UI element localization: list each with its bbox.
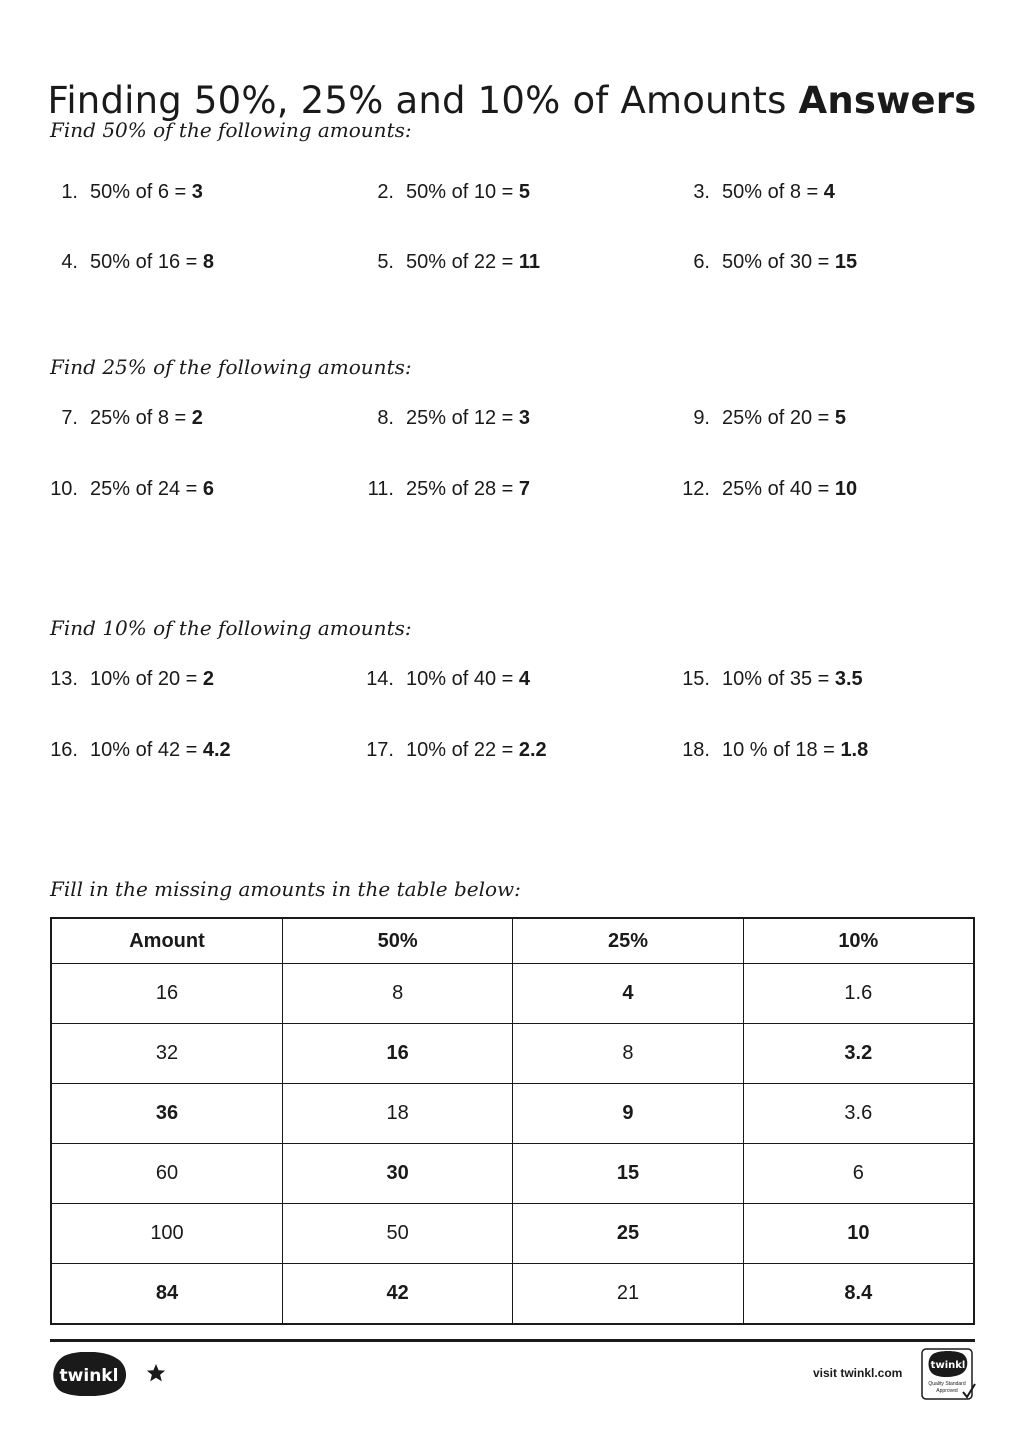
table-row (51, 1264, 974, 1325)
table-cell: 3.6 (743, 1084, 974, 1144)
answer-14: 4 (518, 668, 530, 690)
table-cell: 8.4 (743, 1264, 974, 1325)
table-instruction: Fill in the missing amounts in the table below: (50, 877, 521, 901)
question-3: 3. 50% of 8 = 4 (693, 181, 835, 203)
section-25-instruction: Find 25% of the following amounts: (50, 355, 412, 379)
section-50-instruction: Find 50% of the following amounts: (50, 118, 412, 142)
header-10: 10% (743, 918, 974, 964)
answer-12: 10 (834, 478, 858, 500)
table-cell: 16 (283, 1024, 513, 1084)
table-cell: 100 (51, 1204, 283, 1264)
answer-1: 3 (191, 181, 203, 203)
question-2: 2. 50% of 10 = 5 (377, 181, 530, 203)
question-6: 6. 50% of 30 = 15 (693, 251, 858, 273)
question-11: 11. 25% of 28 = 7 (367, 478, 530, 500)
table-cell: 15 (513, 1144, 743, 1204)
question-1: 1. 50% of 6 = 3 (61, 181, 203, 203)
question-13: 13. 10% of 20 = 2 (50, 668, 214, 690)
table-cell: 42 (283, 1264, 513, 1325)
answer-13: 2 (202, 668, 214, 690)
answer-6: 15 (834, 251, 858, 273)
answer-3: 4 (823, 181, 835, 203)
title-answers: Answers (798, 78, 977, 122)
question-15: 15. 10% of 35 = 3.5 (682, 668, 863, 690)
question-9: 9. 25% of 20 = 5 (693, 407, 846, 429)
answer-16: 4.2 (202, 739, 231, 761)
question-4: 4. 50% of 16 = 8 (61, 251, 214, 273)
question-18: 18. 10 % of 18 = 1.8 (682, 739, 869, 761)
table-cell: 4 (513, 964, 743, 1024)
table-cell: 9 (513, 1084, 743, 1144)
section-10-instruction: Find 10% of the following amounts: (50, 616, 412, 640)
question-16: 16. 10% of 42 = 4.2 (50, 739, 231, 761)
table-cell: 18 (283, 1084, 513, 1144)
question-10: 10. 25% of 24 = 6 (50, 478, 214, 500)
table-cell: 30 (283, 1144, 513, 1204)
table-cell: 10 (743, 1204, 974, 1264)
table-cell: 60 (51, 1144, 283, 1204)
table-cell: 21 (513, 1264, 743, 1325)
answer-4: 8 (202, 251, 214, 273)
answer-2: 5 (518, 181, 530, 203)
table-cell: 50 (283, 1204, 513, 1264)
table-row (51, 964, 974, 1024)
twinkl-logo (50, 1352, 128, 1396)
answer-8: 3 (518, 407, 530, 429)
answer-9: 5 (834, 407, 846, 429)
table-cell: 36 (51, 1084, 283, 1144)
answer-18: 1.8 (840, 739, 869, 761)
visit-link[interactable]: visit twinkl.com (813, 1366, 903, 1380)
svg-text:twinkl: twinkl (59, 1366, 119, 1386)
header-25: 25% (513, 918, 743, 964)
title-main: Finding 50%, 25% and 10% of Amounts (47, 78, 787, 122)
table-cell: 8 (283, 964, 513, 1024)
table-cell: 25 (513, 1204, 743, 1264)
svg-text:Quality Standard: Quality Standard (928, 1381, 966, 1387)
question-8: 8. 25% of 12 = 3 (377, 407, 530, 429)
answers-table (50, 917, 975, 1325)
table-cell: 16 (51, 964, 283, 1024)
table-cell: 32 (51, 1024, 283, 1084)
table-cell: 6 (743, 1144, 974, 1204)
table-row (51, 1084, 974, 1144)
answer-15: 3.5 (834, 668, 863, 690)
page-title (0, 79, 1024, 122)
quality-badge (921, 1348, 977, 1402)
svg-text:Approved: Approved (936, 1388, 958, 1394)
answer-7: 2 (191, 407, 203, 429)
footer-divider (50, 1339, 975, 1342)
header-amount: Amount (51, 918, 283, 964)
question-17: 17. 10% of 22 = 2.2 (366, 739, 547, 761)
answer-5: 11 (518, 251, 541, 273)
answer-10: 6 (202, 478, 214, 500)
question-12: 12. 25% of 40 = 10 (682, 478, 858, 500)
table-cell: 8 (513, 1024, 743, 1084)
table-row (51, 1144, 974, 1204)
table-cell: 1.6 (743, 964, 974, 1024)
star-icon (146, 1363, 166, 1383)
question-7: 7. 25% of 8 = 2 (61, 407, 203, 429)
table-cell: 84 (51, 1264, 283, 1325)
table-row (51, 1204, 974, 1264)
svg-text:twinkl: twinkl (930, 1360, 966, 1371)
table-cell: 3.2 (743, 1024, 974, 1084)
table-row (51, 1024, 974, 1084)
question-14: 14. 10% of 40 = 4 (366, 668, 530, 690)
table-header-row (51, 918, 974, 964)
answer-11: 7 (518, 478, 530, 500)
question-5: 5. 50% of 22 = 11 (377, 251, 541, 273)
header-50: 50% (283, 918, 513, 964)
answer-17: 2.2 (518, 739, 547, 761)
